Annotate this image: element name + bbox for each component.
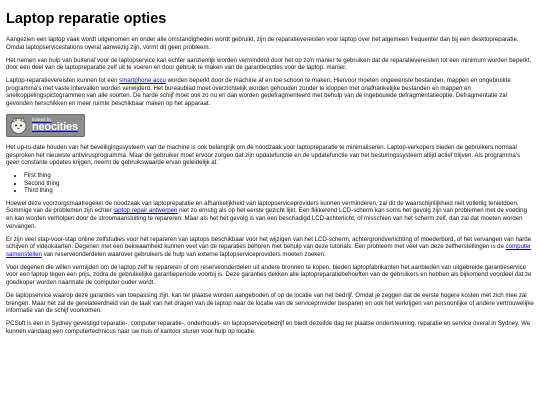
paragraph-3-text-a: Laptop-reparatievereisten kunnen tot een xyxy=(6,77,120,85)
paragraph-9: PCSoft is een in Sydney gevestigd reparatie-, computer reparatie-, onderhouds- en laptopservicebedrijf en biedt dezelfde dag ter plaatse ondersteuning, reparatie en service overal in Sydney. We kunnen vandaag een computertechnicus naar uw huis of kantoor sturen voor hulp op locatie. xyxy=(6,320,531,335)
paragraph-3-text-b: worden beperkt door de machine af en toe schoon te maken. Hiervoor moeten ongewenste bestanden, mappen en ongebruikte programma's met vaste intervallen worden verwijderd. Het bureaublad moet overzichtelijk worden gehouden zonder te kloppen met onafhankelijke bestanden en mappen en snelkoppelingspictogrammen van alle soorten. De harde schijf moet ook zo nu en dan worden gedefragmenteerd met behulp van de ingebouwde defragmentatieoptie. Defragmentatie zal gevonden herschikken en meer ruimte beschikbaar maken op het apparaat. xyxy=(6,77,511,107)
smartphone-accu-link[interactable]: smartphone accu xyxy=(119,77,166,85)
computer-samenstellen-link[interactable]: computer samenstellen xyxy=(6,243,532,258)
paragraph-1: Aangezien een laptop vaak wordt uitgenomen en onder alle omstandigheden wordt gebruikt, zijn de reparatievereisten voor laptop over het algemeen frequenter dan bij een desktopreparatie. Omdat laptopservicestations overal aanwezig zijn, vormt dit geen probleem. xyxy=(6,36,519,51)
paragraph-5-text-b: niet zo ernstig als op het eerste gezicht lijkt. Een flikkerend LCD-scherm kan soms het gevolg zijn van problemen met de voeding en kan worden verholpen door de stroomaansluiting te repareren. Maar als het het gevolg is van een beschadigd LCD-achterlicht, of misschien van het scherm zelf, dan zal dat moeten worden vervangen. xyxy=(6,207,527,230)
paragraph-7: Voor degenen die willen vermijden om de laptop zelf te repareren of om reserveonderdelen uit andere bronnen te kopen, bieden laptopfabrikanten het aanbieden van uitgebreide garantieservice voor een laptop tegen een prijs, zodra de gebruikelijke garantieperiode voorbij is. Deze garanties dekken alle laptopreparatiebehoeften van de gebruikers en hebben als bijkomend voordeel dat ze goedkoper worden naarmate de computer ouder wordt. xyxy=(6,263,532,286)
neocities-cat-icon xyxy=(9,116,28,135)
list-item: • First thing xyxy=(24,172,534,180)
hosted-by-neocities-badge[interactable] xyxy=(6,114,85,137)
bullet-list xyxy=(6,172,534,195)
paragraph-6 xyxy=(6,236,534,259)
badge-big-text: neocities xyxy=(32,121,78,134)
laptop-repair-antwerpen-link[interactable]: laptop repair antwerpen xyxy=(113,207,178,215)
paragraph-4: Het up-to-date houden van het beveiligingssysteem van de machine is ook belangrijk om de noodzaak voor laptopreparatie te minimaliseren. Laptop-verkopers bieden de gebruikers normaal gesproken het nieuwste antivirusprogramma. Maar de gebruiker moet ervoor zorgen dat zijn updatefunctie en de updatefunctie van het besturingssysteem altijd actief blijven. Als programma's geen constante updates krijgen, neemt de gebruikswaarde ervan geleidelijk af. xyxy=(6,143,520,167)
badge-text xyxy=(32,118,78,134)
list-item: • Second thing xyxy=(24,180,534,188)
paragraph-2: Het nemen van hulp van buitenaf voor de laptopservice kan echter aanzienlijk worden verminderd door het op zo'n manier te gebruiken dat de reparatievereisten tot een minimum worden beperkt, door een deel van de laptopreparatie zelf uit te voeren en door gebruik te maken van de garantieopties voor de laptop. manier. xyxy=(6,56,532,72)
page-title: Laptop reparatie opties xyxy=(6,11,167,27)
badge-small-text: hosted by xyxy=(32,116,52,122)
paragraph-6-text-b: van reserveonderdelen waarover gebruikers de hulp van externe laptopserviceproviders moeten zoeken. xyxy=(41,250,326,258)
paragraph-8: De laptopservice waarop deze garanties van toepassing zijn, kan ter plaatse worden aangeboden of op de locatie van het bedrijf. Omdat je zeggen dat de eerste hogere kosten met zich mee zal brengen. Maar het zal de gerelateerdheid van de taak van het dragen van de laptop naar de locatie van de serviceprovider besparen en ook het verkrijgen van persoonlijke of andere vertrouwelijke informatie van de schijf voorkomen. xyxy=(6,291,534,315)
list-item: • Third thing xyxy=(24,187,534,195)
paragraph-5 xyxy=(6,200,534,230)
paragraph-6-text-a: Er zijn veel stap-voor-stap online zelfstudies voor het repareren van laptops beschikbaar voor het wijzigen van het LCD-scherm, achtergrondverlichting of moederbord, of het vervangen van harde schijven of videokaarten. Degenen met een bekwaamheid kunnen veel van de reparaties behoren met behulp van deze tutorials. Een probleem met veel van deze zelfherstellingen is de xyxy=(6,235,532,251)
paragraph-3 xyxy=(6,77,534,107)
paragraph-5-text-a: Hoewel deze voorzorgsmaatregelen de noodzaak van laptopreparatie en afhankelijkheid van laptopserviceproviders kunnen verminderen, zal dit de waarschijnlijkheid niet volledig tenietdoen. Sommige van de problemen zijn echter xyxy=(6,199,519,215)
